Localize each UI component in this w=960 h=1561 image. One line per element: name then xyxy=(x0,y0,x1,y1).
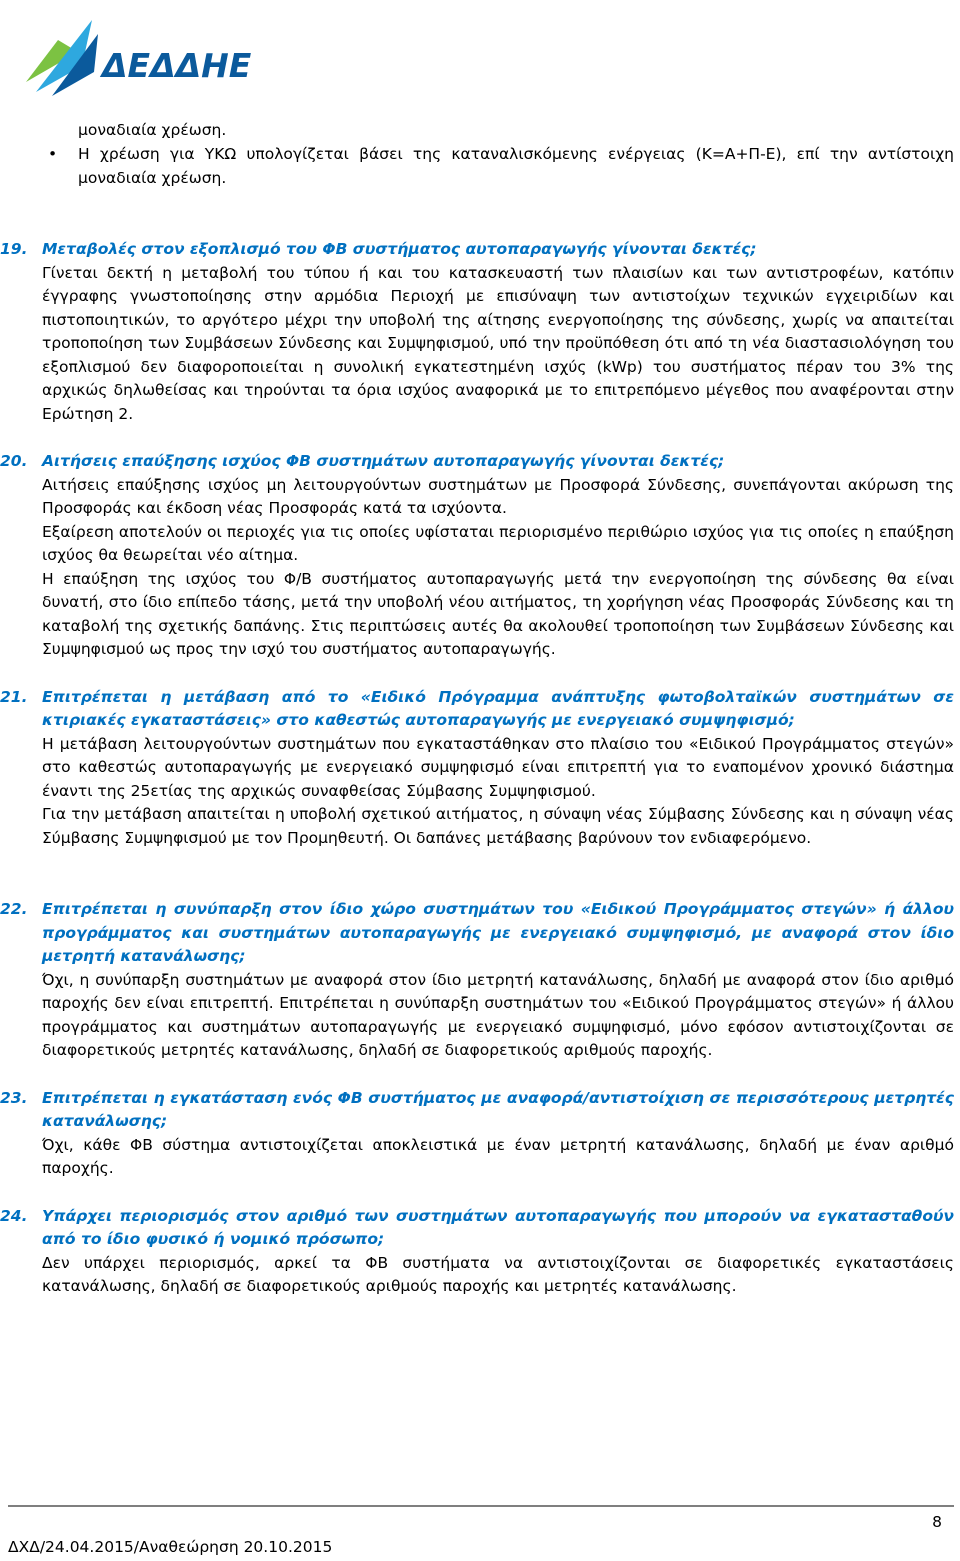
document-body xyxy=(0,118,954,1299)
question-title: Αιτήσεις επαύξησης ισχύος ΦΒ συστημάτων αυτοπαραγωγής γίνονται δεκτές; xyxy=(42,452,725,470)
intro-continuation: μοναδιαία χρέωση. xyxy=(78,121,227,139)
footer-divider xyxy=(8,1505,954,1507)
logo-text: ΔΕΔΔΗΕ xyxy=(102,46,252,85)
list-item: • Η χρέωση για ΥΚΩ υπολογίζεται βάσει της καταναλισκόμενης ενέργειας (Κ=Α+Π-Ε), επί την αντίστοιχη μοναδιαία χρέωση. xyxy=(78,142,954,190)
logo xyxy=(22,12,252,102)
question-24 xyxy=(0,1205,954,1299)
question-title: Μεταβολές στον εξοπλισμό του ΦΒ συστήματος αυτοπαραγωγής γίνονται δεκτές; xyxy=(42,240,757,258)
question-title: Επιτρέπεται η συνύπαρξη στον ίδιο χώρο συστημάτων του «Ειδικού Προγράμματος στεγών» ή άλλου προγράμματος και συστημάτων αυτοπαραγωγής με ενεργειακό συμψηφισμό, με αναφορά στον ίδιο μετρητή κατανάλωσης; xyxy=(42,900,954,965)
question-number: 24. xyxy=(0,1206,28,1225)
answer-paragraph: Η μετάβαση λειτουργούντων συστημάτων που εγκαταστάθηκαν στο πλαίσιο του «Ειδικού Προγράμματος στεγών» στο καθεστώς αυτοπαραγωγής με ενεργειακό συμψηφισμό είναι επιτρεπτή για το εναπομένον χρονικό διάστημα έναντι της 25ετίας της αρχικώς συναφθείσας Σύμβασης Συμψηφισμού. xyxy=(42,734,954,800)
answer-paragraph: Γίνεται δεκτή η μεταβολή του τύπου ή και του κατασκευαστή των πλαισίων και των αντιστροφέων, κατόπιν έγγραφης γνωστοποίησης στην αρμόδια Περιοχή με επισύναψη των αντιστοίχων τεχνικών εγχειριδίων και πιστοποιητικών, το αργότερο μέχρι την υποβολή της αίτησης ενεργοποίησης της σύνδεσης, χωρίς να απαιτείται τροποποίηση των Συμβάσεων Σύνδεσης και Συμψηφισμού, υπό την προϋπόθεση ότι από τη νέα διαστασιολόγηση του εξοπλισμού δεν διαφοροποιείται η συνολική εγκατεστημένη ισχύς (kWp) του συστήματος πέραν του 3% της αρχικώς δηλωθείσας και τηρούνται τα όρια ισχύος αναφορικά με το επιτρεπόμενο μέγεθος που αναφέρονται στην Ερώτηση 2. xyxy=(42,263,954,423)
question-title: Επιτρέπεται η εγκατάσταση ενός ΦΒ συστήματος με αναφορά/αντιστοίχιση σε περισσότερους μετρητές κατανάλωσης; xyxy=(42,1088,954,1130)
answer-paragraph: Εξαίρεση αποτελούν οι περιοχές για τις οποίες υφίσταται περιορισμένο περιθώριο ισχύος για τις οποίες η επαύξηση ισχύος θα θεωρείται νέο αίτημα. xyxy=(42,522,954,564)
question-22 xyxy=(0,898,954,1063)
answer-paragraph: Για την μετάβαση απαιτείται η υποβολή σχετικού αιτήματος, η σύναψη νέας Σύμβασης Σύνδεσης και η σύναψη νέας Σύμβασης Συμψηφισμού με τον Προμηθευτή. Οι δαπάνες μετάβασης βαρύνουν τον ενδιαφερόμενο. xyxy=(42,805,954,847)
question-title: Επιτρέπεται η μετάβαση από το «Ειδικό Πρόγραμμα ανάπτυξης φωτοβολταϊκών συστημάτων σε κτιριακές εγκαταστάσεις» στο καθεστώς αυτοπαραγωγής με ενεργειακό συμψηφισμό; xyxy=(42,687,954,729)
question-20 xyxy=(0,450,954,662)
question-number: 22. xyxy=(0,900,28,918)
page-number: 8 xyxy=(932,1513,942,1531)
question-23 xyxy=(0,1087,954,1181)
logo-mark-icon xyxy=(22,12,102,102)
question-number: 21. xyxy=(0,687,28,706)
footer-revision: ΔΧΔ/24.04.2015/Αναθεώρηση 20.10.2015 xyxy=(8,1538,333,1556)
question-number: 23. xyxy=(0,1088,28,1107)
question-number: 19. xyxy=(0,240,28,258)
answer-paragraph: Όχι, η συνύπαρξη συστημάτων με αναφορά στον ίδιο μετρητή κατανάλωσης, δηλαδή με αναφορά στον ίδιο αριθμό παροχής δεν είναι επιτρεπτή. Επιτρέπεται η συνύπαρξη συστημάτων του «Ειδικού Προγράμματος στεγών» ή άλλου προγράμματος και συστημάτων αυτοπαραγωγής με ενεργειακό συμψηφισμό, μόνο εφόσον αντιστοιχίζονται σε διαφορετικούς μετρητές κατανάλωσης, δηλαδή σε διαφορετικούς αριθμούς παροχής. xyxy=(42,970,954,1059)
answer-paragraph: Η επαύξηση της ισχύος του Φ/Β συστήματος αυτοπαραγωγής μετά την ενεργοποίηση της σύνδεσης θα είναι δυνατή, στο ίδιο επίπεδο τάσης, μετά την υποβολή νέου αιτήματος, τη χορήγηση νέας Προσφοράς Σύνδεσης και τη καταβολή της σχετικής δαπάνης. Στις περιπτώσεις αυτές θα ακολουθεί τροποποίηση των Συμβάσεων Σύνδεσης και Συμψηφισμού ως προς την ισχύ του συστήματος αυτοπαραγωγής. xyxy=(42,569,954,658)
answer-paragraph: Αιτήσεις επαύξησης ισχύος μη λειτουργούντων συστημάτων με Προσφορά Σύνδεσης, συνεπάγονται ακύρωση της Προσφοράς και έκδοση νέας Προσφοράς κατά τα ισχύοντα. xyxy=(42,475,954,517)
question-21 xyxy=(0,686,954,851)
question-19 xyxy=(0,238,954,426)
answer-paragraph: Όχι, κάθε ΦΒ σύστημα αντιστοιχίζεται αποκλειστικά με έναν μετρητή κατανάλωσης, δηλαδή με έναν αριθμό παροχής. xyxy=(42,1135,954,1177)
question-title: Υπάρχει περιορισμός στον αριθμό των συστημάτων αυτοπαραγωγής που μπορούν να εγκατασταθούν από το ίδιο φυσικό ή νομικό πρόσωπο; xyxy=(42,1206,954,1248)
answer-paragraph: Δεν υπάρχει περιορισμός, αρκεί τα ΦΒ συστήματα να αντιστοιχίζονται σε διαφορετικές εγκαταστάσεις κατανάλωσης, δηλαδή σε διαφορετικούς αριθμούς παροχής και μετρητές κατανάλωσης. xyxy=(42,1253,954,1295)
intro-list xyxy=(42,118,954,190)
question-number: 20. xyxy=(0,452,28,470)
